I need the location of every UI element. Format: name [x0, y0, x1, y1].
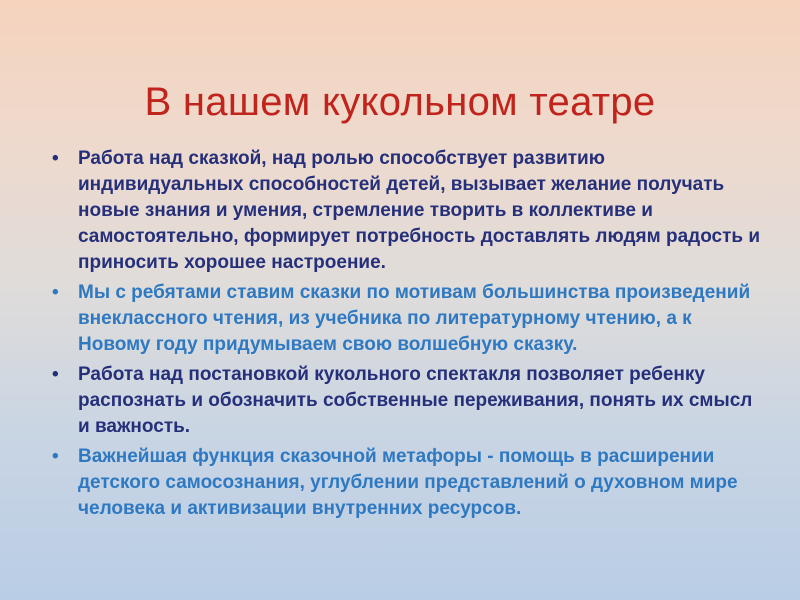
- bullet-item-2: [48, 280, 768, 358]
- bullet-item-1: [48, 146, 768, 276]
- bullet-text: Работа над сказкой, над ролью способствует развитию индивидуальных способностей детей, вызывает желание получать новые знания и умения, стремление творить в коллективе и самостоятельно, формирует потребность доставлять людям радость и приносить хорошее настроение.: [78, 148, 761, 273]
- bullet-marker: •: [52, 148, 59, 169]
- bullet-text: Мы с ребятами ставим сказки по мотивам большинства произведений внеклассного чтения, из учебника по литературному чтению, а к Новому году придумываем свою волшебную сказку.: [78, 282, 751, 355]
- bullet-marker: •: [52, 446, 59, 467]
- bullet-text: Работа над постановкой кукольного спектакля позволяет ребенку распознать и обозначить собственные переживания, понять их смысл и важность.: [78, 364, 753, 437]
- bullet-marker: •: [52, 282, 59, 303]
- slide-title: В нашем кукольном театре: [144, 79, 656, 124]
- bullet-list: [48, 146, 768, 526]
- bullet-item-3: [48, 362, 768, 440]
- bullet-item-4: [48, 444, 768, 522]
- bullet-text: Важнейшая функция сказочной метафоры - помощь в расширении детского самосознания, углублении представлений о духовном мире человека и активизации внутренних ресурсов.: [78, 446, 738, 519]
- bullet-marker: •: [52, 364, 59, 385]
